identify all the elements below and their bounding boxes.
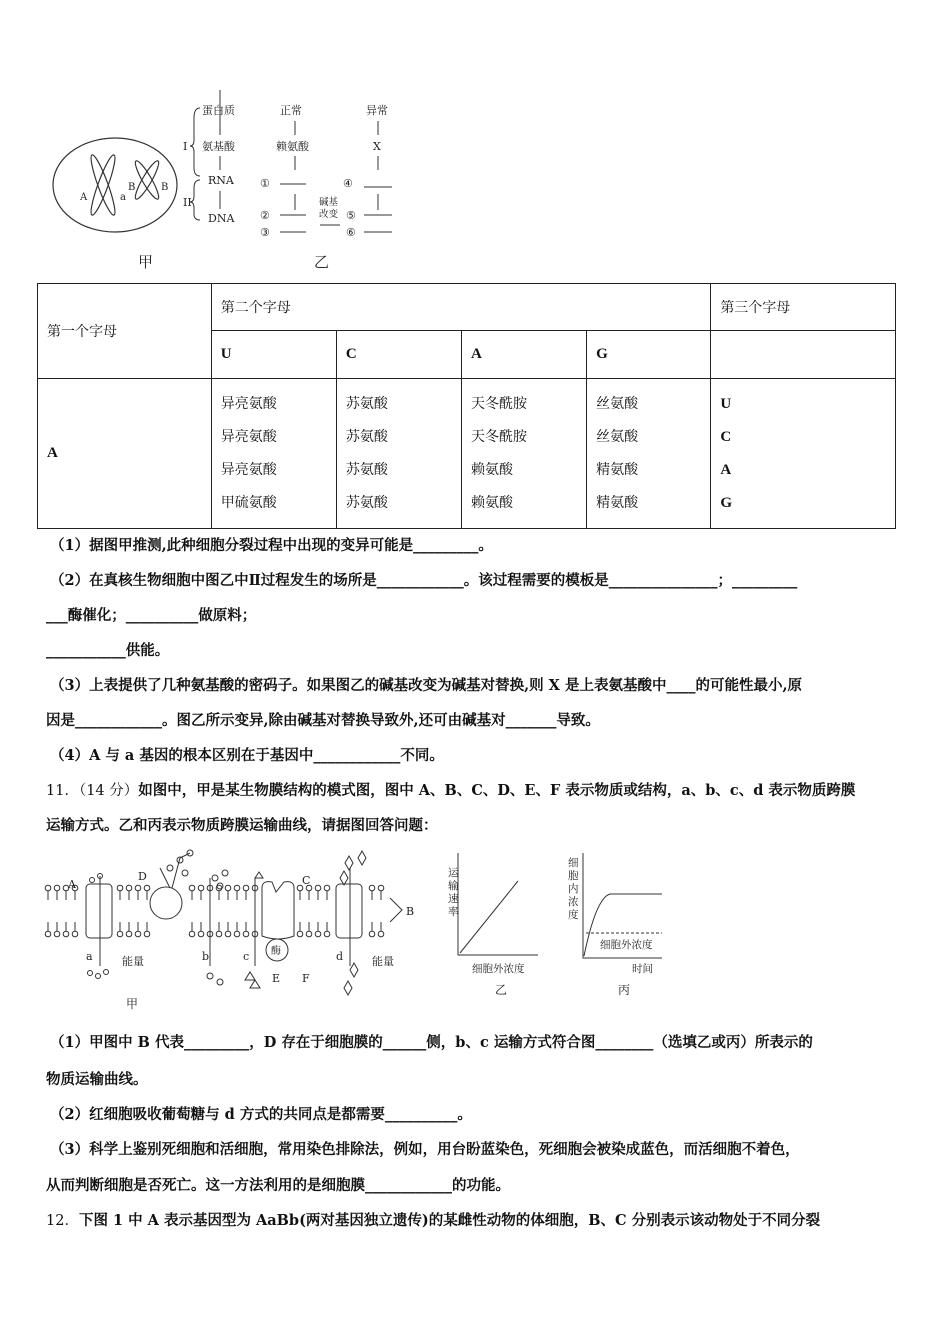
q10-part1: （1）据图甲推测,此种细胞分裂过程中出现的变异可能是_________。 xyxy=(50,537,493,554)
svg-text:甲: 甲 xyxy=(126,997,139,1011)
svg-text:能量: 能量 xyxy=(122,955,144,968)
phospholipid-head xyxy=(63,931,69,937)
q11-part1-cont: 物质运输曲线。 xyxy=(46,1071,148,1088)
q11-part3: （3）科学上鉴别死细胞和活细胞，常用染色排除法，例如，用台盼蓝染色，死细胞会被染成蓝色，而活细胞不着色， xyxy=(50,1141,800,1158)
phospholipid-head xyxy=(72,931,78,937)
q10-part2-cont2: ___________供能。 xyxy=(46,642,170,659)
svg-text:浓: 浓 xyxy=(568,896,579,908)
svg-text:碱基: 碱基 xyxy=(319,197,339,208)
codon-col-a: 天冬酰胺 天冬酰胺 赖氨酸 赖氨酸 xyxy=(462,379,587,529)
svg-text:蛋白质: 蛋白质 xyxy=(202,104,235,117)
svg-text:RNA: RNA xyxy=(208,174,234,187)
phospholipid-head xyxy=(45,885,51,891)
svg-text:细胞外浓度: 细胞外浓度 xyxy=(472,963,525,975)
gene-expression-figure xyxy=(40,90,410,275)
membrane-transport-figure xyxy=(40,848,690,1013)
caption-jia: 甲 xyxy=(138,253,154,271)
svg-text:丙: 丙 xyxy=(618,983,631,997)
svg-text:X: X xyxy=(373,140,381,153)
svg-text:⑥: ⑥ xyxy=(346,226,356,239)
svg-text:a: a xyxy=(120,192,126,203)
phospholipid-head xyxy=(369,931,375,937)
svg-text:胞: 胞 xyxy=(568,870,579,882)
svg-text:D: D xyxy=(138,870,147,883)
svg-text:F: F xyxy=(302,972,310,985)
svg-text:速: 速 xyxy=(448,893,459,905)
svg-text:氨基酸: 氨基酸 xyxy=(202,140,235,153)
phospholipid-head xyxy=(225,885,231,891)
phospholipid-head xyxy=(369,885,375,891)
svg-text:时间: 时间 xyxy=(632,963,653,975)
phospholipid-head xyxy=(315,931,321,937)
svg-text:乙: 乙 xyxy=(495,983,508,997)
svg-text:b: b xyxy=(202,950,210,963)
phospholipid-head xyxy=(198,885,204,891)
phospholipid-head xyxy=(54,885,60,891)
svg-text:A: A xyxy=(80,192,88,203)
svg-text:率: 率 xyxy=(448,906,459,918)
header-second-letter: 第二个字母 xyxy=(211,284,711,331)
phospholipid-head xyxy=(234,885,240,891)
q10-part2-cont: ___酶催化；__________做原料； xyxy=(46,607,257,624)
svg-text:输: 输 xyxy=(448,880,459,892)
svg-text:运: 运 xyxy=(448,867,459,879)
svg-text:酶: 酶 xyxy=(271,946,281,957)
svg-text:II: II xyxy=(183,196,192,209)
svg-text:C: C xyxy=(302,874,311,887)
phospholipid-head xyxy=(315,885,321,891)
svg-text:B: B xyxy=(128,182,136,193)
phospholipid-head xyxy=(297,931,303,937)
svg-text:③: ③ xyxy=(260,226,270,239)
phospholipid-head xyxy=(189,885,195,891)
phospholipid-head xyxy=(216,931,222,937)
phospholipid-head xyxy=(378,885,384,891)
codon-col-c: 苏氨酸 苏氨酸 苏氨酸 苏氨酸 xyxy=(336,379,461,529)
phospholipid-head xyxy=(243,885,249,891)
chromosome-aa xyxy=(87,153,118,217)
svg-text:I: I xyxy=(183,140,188,153)
svg-text:度: 度 xyxy=(568,909,579,921)
svg-text:⑤: ⑤ xyxy=(346,209,356,222)
codon-table: 第一个字母 第二个字母 第三个字母 U C A G A 异亮氨酸 异亮氨酸 异亮氨酸 甲硫氨酸 苏氨酸 苏氨酸 苏氨酸 苏氨酸 天冬酰胺 天冬酰胺 赖氨酸 赖氨酸 丝氨酸 丝氨酸 精氨酸 精氨酸 U C A G xyxy=(37,283,896,529)
chromosome-bb xyxy=(132,159,162,202)
row-first-letter: A xyxy=(38,379,212,529)
q11-part1: （1）甲图中 B 代表_________，D 存在于细胞膜的______侧，b、c 运输方式符合图________（选填乙或丙）所表示的 xyxy=(50,1034,813,1051)
header-third-letter: 第三个字母 xyxy=(711,284,896,331)
svg-text:B: B xyxy=(406,905,415,918)
svg-text:正常: 正常 xyxy=(280,104,302,117)
svg-text:E: E xyxy=(272,972,281,985)
graph-bing xyxy=(568,853,662,997)
phospholipid-head xyxy=(144,931,150,937)
phospholipid-head xyxy=(234,931,240,937)
q10-part4: （4）A 与 a 基因的根本区别在于基因中____________不同。 xyxy=(50,747,444,764)
phospholipid-head xyxy=(117,931,123,937)
codon-col-u: 异亮氨酸 异亮氨酸 异亮氨酸 甲硫氨酸 xyxy=(211,379,336,529)
phospholipid-head xyxy=(126,931,132,937)
phospholipid-head xyxy=(225,931,231,937)
svg-text:细: 细 xyxy=(568,857,579,869)
q12-intro: 12．下图 1 中 A 表示基因型为 AaBb(两对基因独立遗传)的某雌性动物的体细胞，B、C 分别表示该动物处于不同分裂 xyxy=(46,1212,821,1229)
svg-text:能量: 能量 xyxy=(372,955,394,968)
phospholipid-head xyxy=(144,885,150,891)
phospholipid-head xyxy=(126,885,132,891)
svg-text:DNA: DNA xyxy=(208,212,235,225)
svg-text:a: a xyxy=(86,950,93,963)
svg-text:异常: 异常 xyxy=(366,104,388,117)
phospholipid-head xyxy=(54,931,60,937)
phospholipid-head xyxy=(45,931,51,937)
phospholipid-head xyxy=(117,885,123,891)
phospholipid-head xyxy=(189,931,195,937)
q11-part3-cont: 从而判断细胞是否死亡。这一方法利用的是细胞膜____________的功能。 xyxy=(46,1177,510,1194)
q10-part2: （2）在真核生物细胞中图乙中Ⅱ过程发生的场所是____________。该过程需要的模板是_______________；_________ xyxy=(50,572,798,589)
svg-text:②: ② xyxy=(260,209,270,222)
q11-intro: 11．（14 分）如图中，甲是某生物膜结构的模式图，图中 A、B、C、D、E、F 表示物质或结构，a、b、c、d 表示物质跨膜 xyxy=(46,782,856,799)
codon-col-third: U C A G xyxy=(711,379,896,529)
phospholipid-head xyxy=(378,931,384,937)
svg-text:B: B xyxy=(161,182,169,193)
header-first-letter: 第一个字母 xyxy=(38,284,212,379)
svg-text:细胞外浓度: 细胞外浓度 xyxy=(600,939,653,951)
phospholipid-head xyxy=(306,931,312,937)
svg-text:改变: 改变 xyxy=(319,209,339,220)
svg-text:赖氨酸: 赖氨酸 xyxy=(276,140,309,153)
svg-text:①: ① xyxy=(260,177,270,190)
phospholipid-head xyxy=(135,931,141,937)
codon-col-g: 丝氨酸 丝氨酸 精氨酸 精氨酸 xyxy=(587,379,711,529)
svg-text:d: d xyxy=(336,950,344,963)
q10-part3-cont: 因是____________。图乙所示变异,除由碱基对替换导致外,还可由碱基对_______导致。 xyxy=(46,712,600,729)
phospholipid-head xyxy=(324,885,330,891)
svg-text:内: 内 xyxy=(568,883,579,895)
phospholipid-head xyxy=(324,931,330,937)
caption-yi: 乙 xyxy=(314,253,330,271)
membrane-diagram xyxy=(45,850,402,995)
phospholipid-head xyxy=(135,885,141,891)
q11-intro-cont: 运输方式。乙和丙表示物质跨膜运输曲线，请据图回答问题： xyxy=(46,817,438,834)
svg-text:A: A xyxy=(68,878,76,891)
q11-part2: （2）红细胞吸收葡萄糖与 d 方式的共同点是都需要__________。 xyxy=(50,1106,472,1123)
q10-part3: （3）上表提供了几种氨基酸的密码子。如果图乙的碱基改变为碱基对替换,则 X 是上表氨基酸中____的可能性最小,原 xyxy=(50,677,803,694)
phospholipid-head xyxy=(243,931,249,937)
svg-text:c: c xyxy=(243,950,250,963)
phospholipid-head xyxy=(198,931,204,937)
cell-diagram xyxy=(53,138,177,232)
graph-yi xyxy=(448,853,538,997)
svg-text:④: ④ xyxy=(343,177,353,190)
